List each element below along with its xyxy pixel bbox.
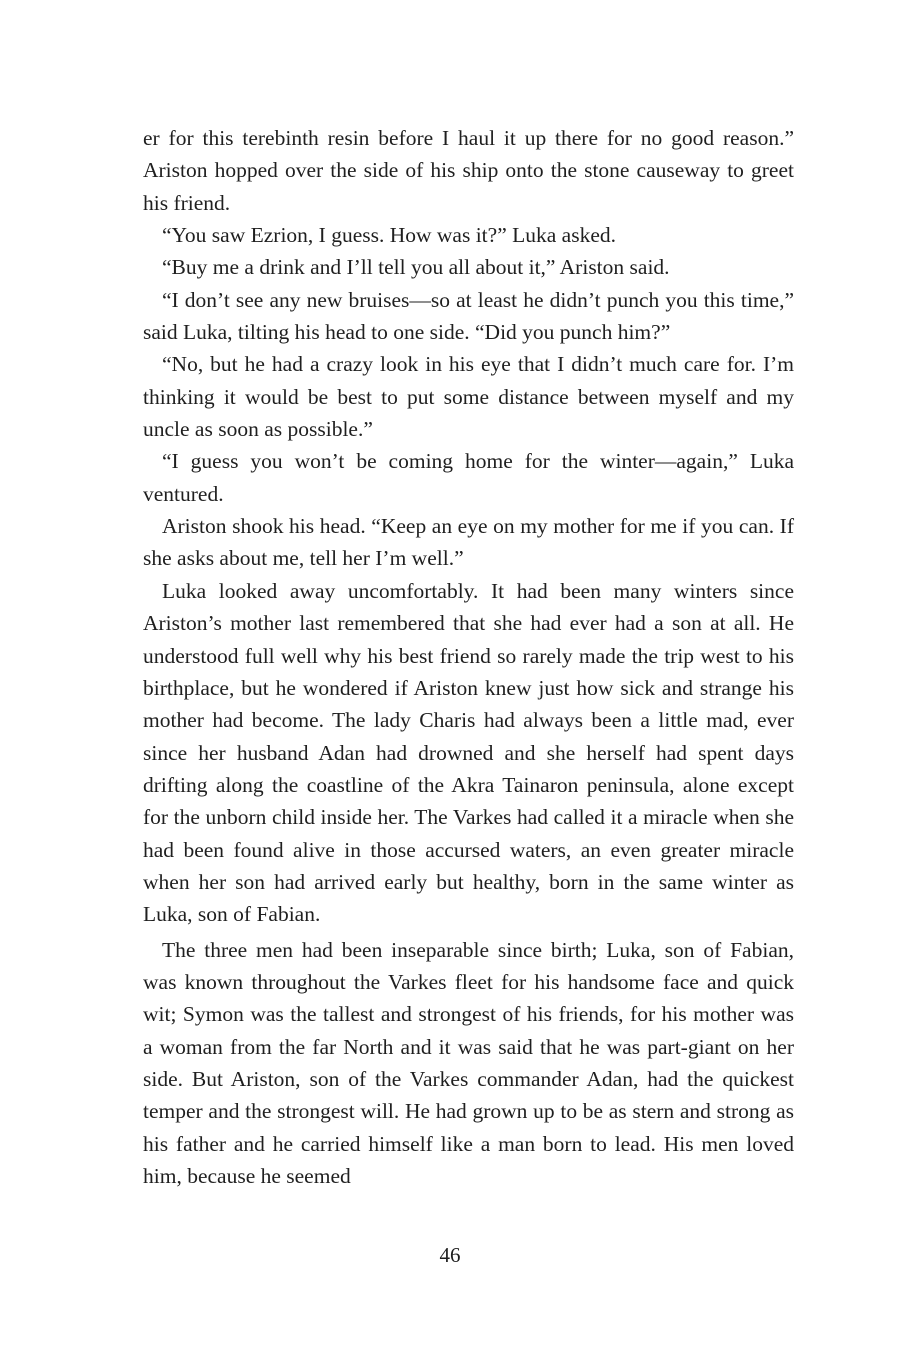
paragraph: The three men had been inseparable since birth; Luka, son of Fabian, was known throughout the Varkes fleet for his handsome face and quick wit; Symon was the tallest and strongest of his friends, for his mother was a woman from the far North and it was said that he was part-giant on her side. But Ariston, son of the Varkes commander Adan, had the quickest temper and the strongest will. He had grown up to be as stern and strong as his father and he carried himself like a man born to lead. His men loved him, because he seemed bbox=[143, 937, 794, 1188]
body-text bbox=[143, 122, 794, 1192]
paragraph: “I guess you won’t be coming home for the winter—again,” Luka ventured. bbox=[143, 449, 794, 506]
paragraph: Ariston shook his head. “Keep an eye on my mother for me if you can. If she asks about me, tell her I’m well.” bbox=[143, 514, 794, 571]
paragraph: Luka looked away uncomfortably. It had been many winters since Ariston’s mother last remembered that she had ever had a son at all. He understood full well why his best friend so rarely made the trip west to his birthplace, but he wondered if Ariston knew just how sick and strange his mother had become. The lady Charis had always been a little mad, ever since her husband Adan had drowned and she herself had spent days drifting along the coastline of the Akra Tainaron peninsula, alone except for the unborn child inside her. The Varkes had called it a miracle when she had been found alive in those accursed waters, an even greater miracle when her son had arrived early but healthy, born in the same winter as Luka, son of Fabian. bbox=[143, 578, 794, 927]
paragraph: “I don’t see any new bruises—so at least he didn’t punch you this time,” said Luka, tilting his head to one side. “Did you punch him?” bbox=[143, 287, 794, 345]
paragraph: “Buy me a drink and I’ll tell you all about it,” Ariston said. bbox=[162, 255, 670, 280]
paragraph: “You saw Ezrion, I guess. How was it?” Luka asked. bbox=[162, 223, 616, 248]
page-number: 46 bbox=[439, 1243, 461, 1267]
paragraph: er for this terebinth resin before I haul it up there for no good reason.” Ariston hopped over the side of his ship onto the stone causeway to greet his friend. bbox=[143, 126, 794, 215]
paragraph: “No, but he had a crazy look in his eye that I didn’t much care for. I’m thinking it would be best to put some distance between myself and my uncle as soon as possible.” bbox=[143, 352, 794, 442]
